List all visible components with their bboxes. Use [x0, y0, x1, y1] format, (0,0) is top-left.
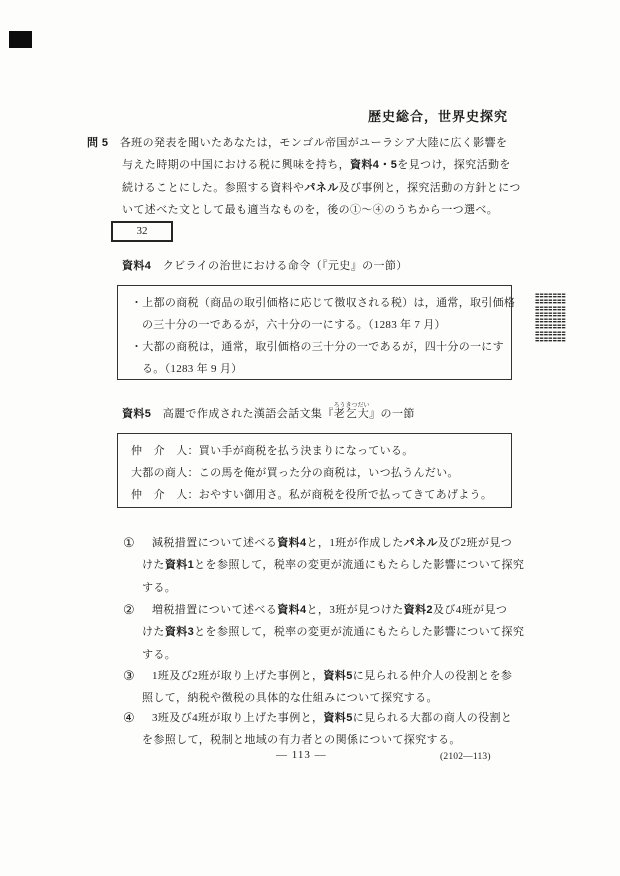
- marginal-note-row: 〓〓〓〓〓〓〓: [535, 337, 566, 343]
- page-title: 歴史総合，世界史探究: [368, 109, 509, 124]
- choice-3-line: 1班及び2班が取り上げた事例と，資料5に見られる仲介人の役割とを参: [152, 670, 513, 682]
- choice-1-line: する。: [142, 582, 177, 594]
- marginal-note-row: 〓〓〓〓〓〓〓: [535, 330, 566, 336]
- question-statement-line: 続けることにした。参照する資料やパネル及び事例と，探究活動の方針とにつ: [122, 182, 521, 194]
- question-statement-line: いて述べた文として最も適当なものを，後の①～④のうちから一つ選べ。: [122, 204, 499, 216]
- source4-box: [117, 285, 516, 380]
- source5-box: [117, 433, 512, 508]
- marginal-note-row: 〓〓〓〓〓〓〓: [535, 293, 566, 298]
- marginal-note-row: 〓〓〓〓〓〓〓: [535, 299, 566, 305]
- source4-line: の三十分の一であるが，六十分の一にする。（1283 年 7 月）: [142, 319, 446, 331]
- choice-3-number: ③: [123, 668, 135, 683]
- choice-4-number: ④: [123, 710, 135, 725]
- answer-number: 32: [136, 225, 148, 237]
- question-statement-line: 与えた時期の中国における税に興味を持ち，資料4・5を見つけ，探究活動を: [122, 159, 511, 171]
- choice-2-line: けた資料3とを参照して，税率の変更が流通にもたらした影響について探究: [142, 626, 525, 638]
- choice-1-number: ①: [123, 535, 135, 550]
- source5-line: 仲 介 人：買い手が商税を払う決まりになっている。: [131, 445, 414, 457]
- marginal-note-row: 〓〓〓〓〓〓〓: [535, 318, 566, 324]
- choice-1-line: 減税措置について述べる資料4と，1班が作成したパネル及び2班が見つ: [152, 537, 513, 549]
- source5-line: 仲 介 人：おやすい御用さ。私が商税を役所で払ってきてあげよう。: [131, 489, 493, 501]
- marginal-note-row: 〓〓〓〓〓〓〓: [535, 311, 566, 317]
- marginal-note-row: 〓〓〓〓〓〓〓: [535, 305, 566, 311]
- source4-line: ・上都の商税（商品の取引価格に応じて徴収される税）は，通常，取引価格: [131, 297, 516, 309]
- marginal-note-illegible: [535, 293, 567, 344]
- source4-line: る。（1283 年 9 月）: [142, 363, 243, 375]
- source4-line: ・大都の商税は，通常，取引価格の三十分の一であるが，四十分の一にす: [131, 341, 504, 353]
- footer-page-number: — 113 —: [276, 749, 327, 761]
- choice-1-line: けた資料1とを参照して，税率の変更が流通にもたらした影響について探究: [142, 559, 525, 571]
- source5-heading: 資料5 高麗で作成された漢語会話文集『老乞大ろうきつだい』の一節: [122, 403, 415, 420]
- footer-booklet-code: (2102—113): [440, 752, 491, 762]
- scan-corner-mark: [9, 31, 32, 48]
- source4-heading: 資料4 クビライの治世における命令（『元史』の一節）: [122, 260, 408, 272]
- choice-2-line: 増税措置について述べる資料4と，3班が見つけた資料2及び4班が見つ: [152, 604, 508, 616]
- answer-number-box: [111, 221, 173, 242]
- choice-2-number: ②: [123, 602, 135, 617]
- source5-line: 大都の商人：この馬を俺が買った分の商税は，いつ払うんだい。: [131, 467, 459, 479]
- choice-2-line: する。: [142, 649, 177, 661]
- choice-3-line: 照して，納税や徴税の具体的な仕組みについて探究する。: [142, 692, 438, 704]
- question-statement-line: 問 5 各班の発表を聞いたあなたは，モンゴル帝国がユーラシア大陸に広く影響を: [87, 137, 508, 149]
- marginal-note-row: 〓〓〓〓〓〓〓: [535, 324, 566, 330]
- choice-4-line: を参照して，税制と地域の有力者との関係について探究する。: [142, 734, 461, 746]
- choice-4-line: 3班及び4班が取り上げた事例と，資料5に見られる大都の商人の役割と: [152, 712, 513, 724]
